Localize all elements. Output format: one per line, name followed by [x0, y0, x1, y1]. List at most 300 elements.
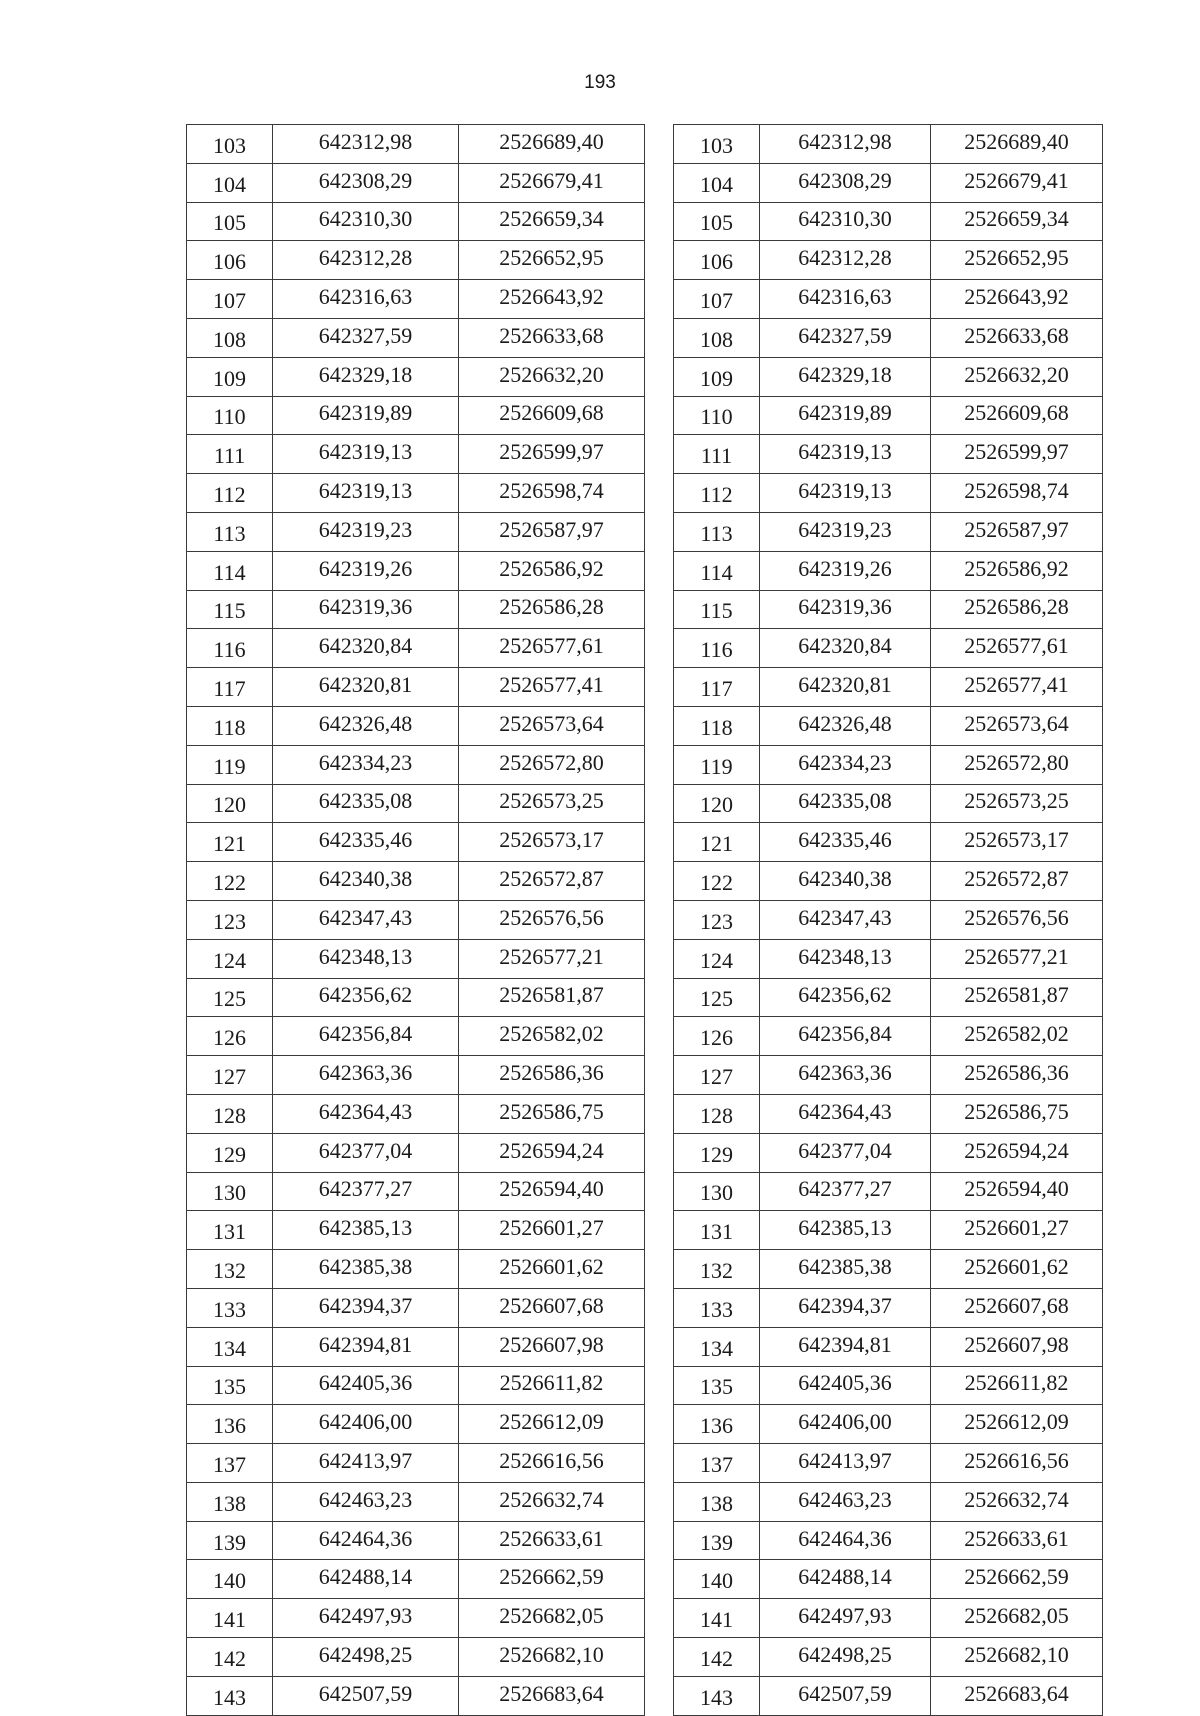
x-coordinate-cell: 642488,14 — [760, 1560, 931, 1599]
x-coordinate-cell: 642348,13 — [760, 939, 931, 978]
x-coordinate-cell: 642507,59 — [760, 1676, 931, 1715]
x-coordinate-cell: 642326,48 — [273, 706, 459, 745]
point-number-cell: 112 — [674, 474, 760, 513]
point-number-cell: 129 — [674, 1133, 760, 1172]
table-row — [674, 551, 1103, 590]
table-row — [674, 1133, 1103, 1172]
table-row — [674, 1327, 1103, 1366]
x-coordinate-cell: 642463,23 — [760, 1482, 931, 1521]
point-number-cell: 108 — [674, 318, 760, 357]
y-coordinate-cell: 2526573,64 — [931, 706, 1103, 745]
x-coordinate-cell: 642335,46 — [760, 823, 931, 862]
table-row — [187, 1599, 645, 1638]
y-coordinate-cell: 2526601,62 — [459, 1250, 645, 1289]
table-row — [187, 978, 645, 1017]
x-coordinate-cell: 642405,36 — [273, 1366, 459, 1405]
point-number-cell: 130 — [674, 1172, 760, 1211]
x-coordinate-cell: 642356,84 — [273, 1017, 459, 1056]
table-row — [187, 512, 645, 551]
x-coordinate-cell: 642319,26 — [273, 551, 459, 590]
y-coordinate-cell: 2526586,28 — [931, 590, 1103, 629]
y-coordinate-cell: 2526682,05 — [931, 1599, 1103, 1638]
table-row — [674, 1366, 1103, 1405]
point-number-cell: 129 — [187, 1133, 273, 1172]
table-row — [674, 202, 1103, 241]
point-number-cell: 140 — [674, 1560, 760, 1599]
point-number-cell: 109 — [674, 357, 760, 396]
x-coordinate-cell: 642319,13 — [760, 435, 931, 474]
table-row — [674, 668, 1103, 707]
x-coordinate-cell: 642319,13 — [273, 474, 459, 513]
x-coordinate-cell: 642319,36 — [273, 590, 459, 629]
table-row — [187, 1327, 645, 1366]
x-coordinate-cell: 642308,29 — [760, 163, 931, 202]
y-coordinate-cell: 2526572,87 — [931, 862, 1103, 901]
x-coordinate-cell: 642319,23 — [760, 512, 931, 551]
y-coordinate-cell: 2526576,56 — [931, 900, 1103, 939]
table-row — [187, 318, 645, 357]
table-row — [674, 1482, 1103, 1521]
x-coordinate-cell: 642320,81 — [273, 668, 459, 707]
table-row — [674, 1211, 1103, 1250]
x-coordinate-cell: 642312,98 — [760, 125, 931, 164]
point-number-cell: 135 — [674, 1366, 760, 1405]
x-coordinate-cell: 642363,36 — [760, 1056, 931, 1095]
x-coordinate-cell: 642319,89 — [760, 396, 931, 435]
y-coordinate-cell: 2526587,97 — [459, 512, 645, 551]
point-number-cell: 106 — [674, 241, 760, 280]
table-row — [187, 784, 645, 823]
y-coordinate-cell: 2526572,80 — [459, 745, 645, 784]
point-number-cell: 110 — [674, 396, 760, 435]
x-coordinate-cell: 642319,13 — [273, 435, 459, 474]
point-number-cell: 133 — [187, 1288, 273, 1327]
point-number-cell: 113 — [674, 512, 760, 551]
table-row — [674, 435, 1103, 474]
y-coordinate-cell: 2526598,74 — [459, 474, 645, 513]
y-coordinate-cell: 2526586,92 — [459, 551, 645, 590]
point-number-cell: 143 — [674, 1676, 760, 1715]
x-coordinate-cell: 642320,81 — [760, 668, 931, 707]
x-coordinate-cell: 642394,81 — [273, 1327, 459, 1366]
x-coordinate-cell: 642340,38 — [760, 862, 931, 901]
point-number-cell: 112 — [187, 474, 273, 513]
point-number-cell: 132 — [187, 1250, 273, 1289]
y-coordinate-cell: 2526573,17 — [931, 823, 1103, 862]
point-number-cell: 122 — [674, 862, 760, 901]
point-number-cell: 142 — [674, 1638, 760, 1677]
table-row — [674, 474, 1103, 513]
y-coordinate-cell: 2526659,34 — [459, 202, 645, 241]
x-coordinate-cell: 642394,81 — [760, 1327, 931, 1366]
x-coordinate-cell: 642394,37 — [273, 1288, 459, 1327]
table-row — [187, 1133, 645, 1172]
point-number-cell: 127 — [187, 1056, 273, 1095]
x-coordinate-cell: 642394,37 — [760, 1288, 931, 1327]
table-row — [674, 318, 1103, 357]
y-coordinate-cell: 2526599,97 — [459, 435, 645, 474]
y-coordinate-cell: 2526586,36 — [459, 1056, 645, 1095]
y-coordinate-cell: 2526582,02 — [459, 1017, 645, 1056]
y-coordinate-cell: 2526679,41 — [931, 163, 1103, 202]
table-row — [674, 823, 1103, 862]
point-number-cell: 134 — [187, 1327, 273, 1366]
y-coordinate-cell: 2526683,64 — [459, 1676, 645, 1715]
point-number-cell: 135 — [187, 1366, 273, 1405]
x-coordinate-cell: 642385,13 — [273, 1211, 459, 1250]
table-row — [187, 1094, 645, 1133]
x-coordinate-cell: 642364,43 — [760, 1094, 931, 1133]
x-coordinate-cell: 642356,84 — [760, 1017, 931, 1056]
coordinates-table-right — [673, 124, 1103, 1716]
x-coordinate-cell: 642312,98 — [273, 125, 459, 164]
y-coordinate-cell: 2526577,21 — [931, 939, 1103, 978]
y-coordinate-cell: 2526581,87 — [931, 978, 1103, 1017]
y-coordinate-cell: 2526643,92 — [459, 280, 645, 319]
x-coordinate-cell: 642308,29 — [273, 163, 459, 202]
y-coordinate-cell: 2526633,61 — [931, 1521, 1103, 1560]
x-coordinate-cell: 642413,97 — [273, 1444, 459, 1483]
x-coordinate-cell: 642498,25 — [273, 1638, 459, 1677]
point-number-cell: 131 — [674, 1211, 760, 1250]
y-coordinate-cell: 2526573,17 — [459, 823, 645, 862]
point-number-cell: 119 — [187, 745, 273, 784]
point-number-cell: 138 — [187, 1482, 273, 1521]
x-coordinate-cell: 642377,04 — [273, 1133, 459, 1172]
y-coordinate-cell: 2526573,25 — [459, 784, 645, 823]
table-row — [187, 1172, 645, 1211]
x-coordinate-cell: 642463,23 — [273, 1482, 459, 1521]
point-number-cell: 121 — [674, 823, 760, 862]
x-coordinate-cell: 642348,13 — [273, 939, 459, 978]
table-row — [187, 1521, 645, 1560]
x-coordinate-cell: 642310,30 — [273, 202, 459, 241]
y-coordinate-cell: 2526679,41 — [459, 163, 645, 202]
table-row — [674, 1444, 1103, 1483]
table-row — [187, 551, 645, 590]
coordinates-table-left — [186, 124, 645, 1716]
y-coordinate-cell: 2526633,68 — [459, 318, 645, 357]
table-row — [674, 357, 1103, 396]
table-row — [674, 1250, 1103, 1289]
point-number-cell: 141 — [187, 1599, 273, 1638]
y-coordinate-cell: 2526594,24 — [459, 1133, 645, 1172]
x-coordinate-cell: 642316,63 — [273, 280, 459, 319]
y-coordinate-cell: 2526572,80 — [931, 745, 1103, 784]
table-row — [674, 1676, 1103, 1715]
y-coordinate-cell: 2526586,75 — [931, 1094, 1103, 1133]
x-coordinate-cell: 642329,18 — [273, 357, 459, 396]
table-row — [187, 1560, 645, 1599]
y-coordinate-cell: 2526683,64 — [931, 1676, 1103, 1715]
x-coordinate-cell: 642385,13 — [760, 1211, 931, 1250]
table-row — [674, 1017, 1103, 1056]
x-coordinate-cell: 642497,93 — [760, 1599, 931, 1638]
point-number-cell: 143 — [187, 1676, 273, 1715]
x-coordinate-cell: 642413,97 — [760, 1444, 931, 1483]
point-number-cell: 124 — [674, 939, 760, 978]
table-row — [187, 241, 645, 280]
table-row — [674, 512, 1103, 551]
table-row — [187, 1405, 645, 1444]
table-row — [187, 823, 645, 862]
table-row — [187, 1482, 645, 1521]
y-coordinate-cell: 2526633,68 — [931, 318, 1103, 357]
point-number-cell: 111 — [674, 435, 760, 474]
y-coordinate-cell: 2526607,68 — [459, 1288, 645, 1327]
table-row — [674, 900, 1103, 939]
point-number-cell: 136 — [674, 1405, 760, 1444]
y-coordinate-cell: 2526601,62 — [931, 1250, 1103, 1289]
y-coordinate-cell: 2526577,21 — [459, 939, 645, 978]
point-number-cell: 127 — [674, 1056, 760, 1095]
x-coordinate-cell: 642507,59 — [273, 1676, 459, 1715]
x-coordinate-cell: 642319,13 — [760, 474, 931, 513]
x-coordinate-cell: 642320,84 — [273, 629, 459, 668]
x-coordinate-cell: 642347,43 — [760, 900, 931, 939]
point-number-cell: 132 — [674, 1250, 760, 1289]
x-coordinate-cell: 642327,59 — [273, 318, 459, 357]
x-coordinate-cell: 642377,04 — [760, 1133, 931, 1172]
point-number-cell: 116 — [674, 629, 760, 668]
point-number-cell: 114 — [674, 551, 760, 590]
point-number-cell: 103 — [674, 125, 760, 164]
x-coordinate-cell: 642497,93 — [273, 1599, 459, 1638]
point-number-cell: 134 — [674, 1327, 760, 1366]
table-row — [674, 1405, 1103, 1444]
point-number-cell: 104 — [674, 163, 760, 202]
table-row — [187, 163, 645, 202]
point-number-cell: 107 — [674, 280, 760, 319]
x-coordinate-cell: 642464,36 — [273, 1521, 459, 1560]
y-coordinate-cell: 2526612,09 — [931, 1405, 1103, 1444]
x-coordinate-cell: 642319,23 — [273, 512, 459, 551]
table-row — [187, 862, 645, 901]
table-row — [187, 202, 645, 241]
y-coordinate-cell: 2526652,95 — [931, 241, 1103, 280]
y-coordinate-cell: 2526577,41 — [931, 668, 1103, 707]
table-row — [674, 784, 1103, 823]
table-row — [187, 1017, 645, 1056]
point-number-cell: 123 — [674, 900, 760, 939]
table-row — [187, 125, 645, 164]
point-number-cell: 126 — [187, 1017, 273, 1056]
x-coordinate-cell: 642319,89 — [273, 396, 459, 435]
x-coordinate-cell: 642329,18 — [760, 357, 931, 396]
table-row — [674, 1172, 1103, 1211]
x-coordinate-cell: 642327,59 — [760, 318, 931, 357]
y-coordinate-cell: 2526577,41 — [459, 668, 645, 707]
point-number-cell: 139 — [187, 1521, 273, 1560]
table-row — [674, 706, 1103, 745]
table-row — [187, 1211, 645, 1250]
point-number-cell: 120 — [187, 784, 273, 823]
y-coordinate-cell: 2526643,92 — [931, 280, 1103, 319]
table-row — [674, 978, 1103, 1017]
table-row — [674, 1056, 1103, 1095]
table-row — [187, 629, 645, 668]
table-row — [674, 1560, 1103, 1599]
x-coordinate-cell: 642347,43 — [273, 900, 459, 939]
table-row — [187, 900, 645, 939]
table-row — [674, 939, 1103, 978]
point-number-cell: 113 — [187, 512, 273, 551]
point-number-cell: 117 — [674, 668, 760, 707]
point-number-cell: 124 — [187, 939, 273, 978]
y-coordinate-cell: 2526632,74 — [931, 1482, 1103, 1521]
point-number-cell: 119 — [674, 745, 760, 784]
x-coordinate-cell: 642498,25 — [760, 1638, 931, 1677]
table-row — [187, 1056, 645, 1095]
x-coordinate-cell: 642385,38 — [273, 1250, 459, 1289]
y-coordinate-cell: 2526576,56 — [459, 900, 645, 939]
table-row — [187, 745, 645, 784]
table-row — [674, 629, 1103, 668]
table-row — [674, 745, 1103, 784]
y-coordinate-cell: 2526587,97 — [931, 512, 1103, 551]
point-number-cell: 121 — [187, 823, 273, 862]
y-coordinate-cell: 2526577,61 — [459, 629, 645, 668]
point-number-cell: 105 — [674, 202, 760, 241]
y-coordinate-cell: 2526577,61 — [931, 629, 1103, 668]
table-row — [187, 1444, 645, 1483]
table-row — [187, 1288, 645, 1327]
y-coordinate-cell: 2526632,20 — [931, 357, 1103, 396]
y-coordinate-cell: 2526609,68 — [931, 396, 1103, 435]
y-coordinate-cell: 2526607,98 — [931, 1327, 1103, 1366]
point-number-cell: 137 — [674, 1444, 760, 1483]
x-coordinate-cell: 642316,63 — [760, 280, 931, 319]
y-coordinate-cell: 2526586,36 — [931, 1056, 1103, 1095]
x-coordinate-cell: 642385,38 — [760, 1250, 931, 1289]
y-coordinate-cell: 2526652,95 — [459, 241, 645, 280]
y-coordinate-cell: 2526682,10 — [459, 1638, 645, 1677]
y-coordinate-cell: 2526594,40 — [931, 1172, 1103, 1211]
y-coordinate-cell: 2526682,05 — [459, 1599, 645, 1638]
table-row — [674, 280, 1103, 319]
y-coordinate-cell: 2526572,87 — [459, 862, 645, 901]
y-coordinate-cell: 2526601,27 — [931, 1211, 1103, 1250]
x-coordinate-cell: 642363,36 — [273, 1056, 459, 1095]
point-number-cell: 140 — [187, 1560, 273, 1599]
table-row — [187, 668, 645, 707]
point-number-cell: 123 — [187, 900, 273, 939]
x-coordinate-cell: 642335,46 — [273, 823, 459, 862]
point-number-cell: 105 — [187, 202, 273, 241]
point-number-cell: 133 — [674, 1288, 760, 1327]
y-coordinate-cell: 2526659,34 — [931, 202, 1103, 241]
point-number-cell: 104 — [187, 163, 273, 202]
x-coordinate-cell: 642377,27 — [760, 1172, 931, 1211]
x-coordinate-cell: 642312,28 — [273, 241, 459, 280]
point-number-cell: 137 — [187, 1444, 273, 1483]
point-number-cell: 128 — [674, 1094, 760, 1133]
table-row — [674, 241, 1103, 280]
table-row — [187, 474, 645, 513]
x-coordinate-cell: 642312,28 — [760, 241, 931, 280]
x-coordinate-cell: 642464,36 — [760, 1521, 931, 1560]
table-row — [674, 1288, 1103, 1327]
x-coordinate-cell: 642406,00 — [760, 1405, 931, 1444]
x-coordinate-cell: 642326,48 — [760, 706, 931, 745]
y-coordinate-cell: 2526662,59 — [459, 1560, 645, 1599]
table-row — [187, 1250, 645, 1289]
point-number-cell: 103 — [187, 125, 273, 164]
table-row — [187, 590, 645, 629]
y-coordinate-cell: 2526601,27 — [459, 1211, 645, 1250]
table-row — [674, 163, 1103, 202]
y-coordinate-cell: 2526612,09 — [459, 1405, 645, 1444]
y-coordinate-cell: 2526632,20 — [459, 357, 645, 396]
x-coordinate-cell: 642335,08 — [760, 784, 931, 823]
x-coordinate-cell: 642406,00 — [273, 1405, 459, 1444]
y-coordinate-cell: 2526616,56 — [931, 1444, 1103, 1483]
table-row — [187, 280, 645, 319]
y-coordinate-cell: 2526594,24 — [931, 1133, 1103, 1172]
point-number-cell: 108 — [187, 318, 273, 357]
y-coordinate-cell: 2526632,74 — [459, 1482, 645, 1521]
point-number-cell: 106 — [187, 241, 273, 280]
point-number-cell: 138 — [674, 1482, 760, 1521]
y-coordinate-cell: 2526682,10 — [931, 1638, 1103, 1677]
x-coordinate-cell: 642335,08 — [273, 784, 459, 823]
point-number-cell: 115 — [674, 590, 760, 629]
table-row — [187, 939, 645, 978]
point-number-cell: 128 — [187, 1094, 273, 1133]
table-row — [187, 706, 645, 745]
point-number-cell: 120 — [674, 784, 760, 823]
y-coordinate-cell: 2526633,61 — [459, 1521, 645, 1560]
x-coordinate-cell: 642356,62 — [273, 978, 459, 1017]
y-coordinate-cell: 2526586,75 — [459, 1094, 645, 1133]
coordinates-table-right-body — [674, 125, 1103, 1716]
point-number-cell: 115 — [187, 590, 273, 629]
point-number-cell: 139 — [674, 1521, 760, 1560]
point-number-cell: 136 — [187, 1405, 273, 1444]
point-number-cell: 109 — [187, 357, 273, 396]
y-coordinate-cell: 2526662,59 — [931, 1560, 1103, 1599]
x-coordinate-cell: 642356,62 — [760, 978, 931, 1017]
page-number: 193 — [584, 72, 616, 93]
y-coordinate-cell: 2526611,82 — [459, 1366, 645, 1405]
point-number-cell: 142 — [187, 1638, 273, 1677]
y-coordinate-cell: 2526594,40 — [459, 1172, 645, 1211]
table-row — [674, 1094, 1103, 1133]
y-coordinate-cell: 2526582,02 — [931, 1017, 1103, 1056]
point-number-cell: 130 — [187, 1172, 273, 1211]
x-coordinate-cell: 642334,23 — [273, 745, 459, 784]
x-coordinate-cell: 642488,14 — [273, 1560, 459, 1599]
x-coordinate-cell: 642340,38 — [273, 862, 459, 901]
y-coordinate-cell: 2526689,40 — [459, 125, 645, 164]
point-number-cell: 122 — [187, 862, 273, 901]
table-row — [674, 1638, 1103, 1677]
point-number-cell: 111 — [187, 435, 273, 474]
table-row — [187, 435, 645, 474]
table-row — [187, 357, 645, 396]
table-row — [674, 125, 1103, 164]
y-coordinate-cell: 2526573,64 — [459, 706, 645, 745]
point-number-cell: 110 — [187, 396, 273, 435]
table-row — [674, 590, 1103, 629]
point-number-cell: 118 — [674, 706, 760, 745]
coordinates-table-left-body — [187, 125, 645, 1716]
y-coordinate-cell: 2526616,56 — [459, 1444, 645, 1483]
y-coordinate-cell: 2526573,25 — [931, 784, 1103, 823]
x-coordinate-cell: 642364,43 — [273, 1094, 459, 1133]
y-coordinate-cell: 2526598,74 — [931, 474, 1103, 513]
table-row — [187, 396, 645, 435]
